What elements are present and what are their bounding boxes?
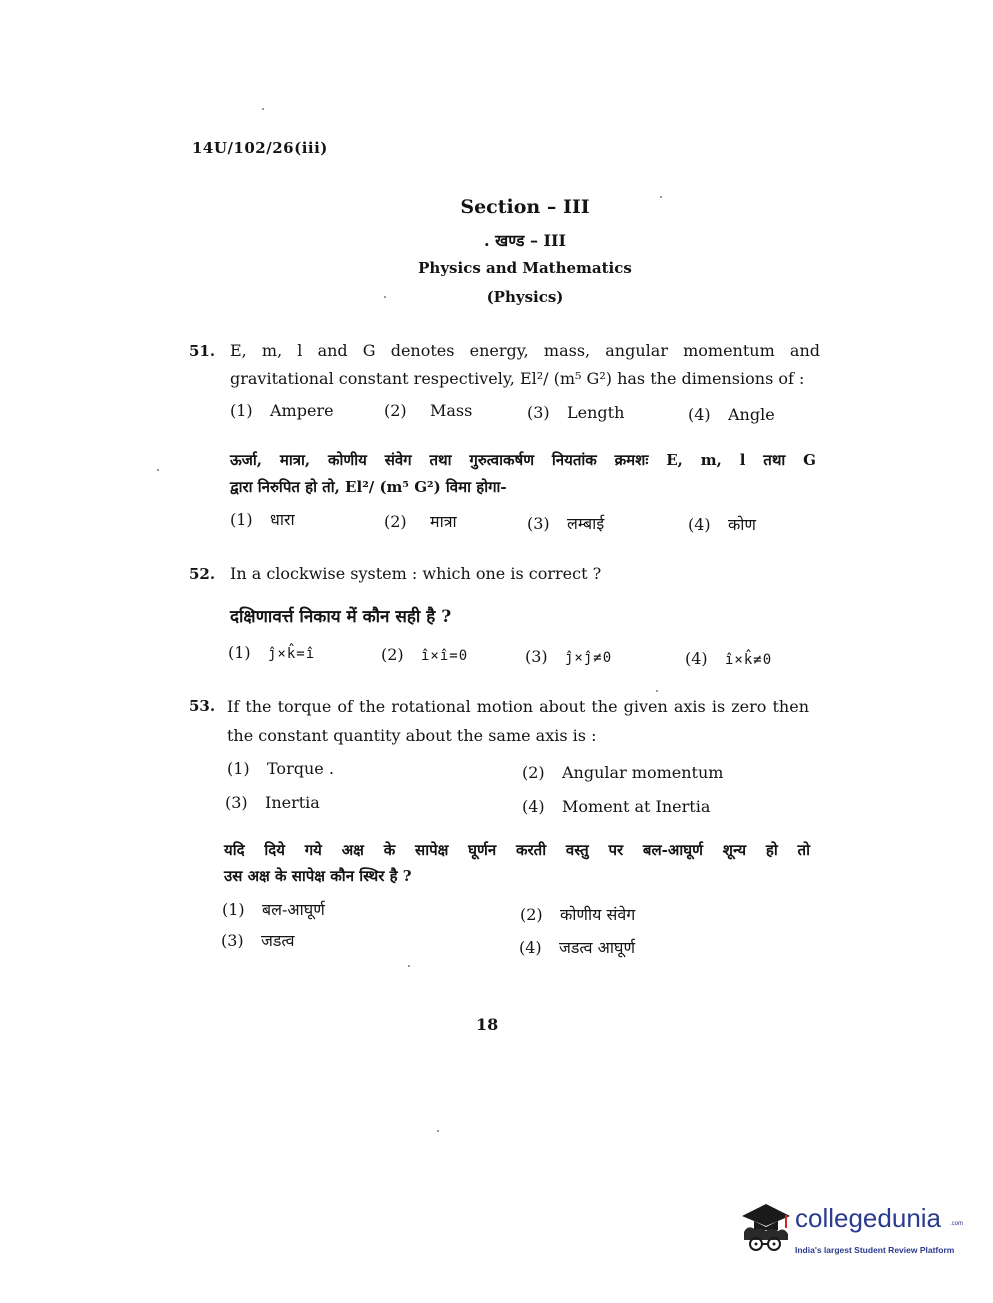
logo-tagline: India's largest Student Review Platform: [795, 1245, 955, 1255]
paper-code: 14U/102/26(iii): [192, 139, 328, 157]
scan-speck: [408, 965, 410, 967]
logo-suffix: .com: [950, 1221, 964, 1227]
q51-option-4: (4) Angle: [688, 405, 775, 424]
section-title-hindi: . खण्ड – III: [484, 231, 566, 250]
q52-option-3: (3) ĵ×ĵ≠0: [525, 647, 613, 666]
section-title: Section – III: [460, 196, 590, 218]
q51-option-3: (3) Length: [527, 403, 625, 422]
scan-speck: [384, 296, 386, 298]
question-53-hindi-line2: उस अक्ष के सापेक्ष कौन स्थिर है ?: [224, 867, 412, 885]
scan-speck: [157, 469, 159, 471]
q53-option-1: (1) Torque .: [227, 759, 334, 778]
q53-option-3: (3) Inertia: [225, 793, 320, 812]
q51-hindi-option-3: (3) लम्बाई: [527, 514, 605, 533]
question-51-text-line2: gravitational constant respectively, El²/ (m⁵ G²) has the dimensions of :: [230, 369, 805, 388]
subject-title: Physics and Mathematics: [418, 259, 632, 277]
question-51-hindi-line1: ऊर्जा, मात्रा, कोणीय संवेग तथा गुरुत्वाकर्षण नियतांक क्रमशः E, m, l तथा G: [230, 451, 816, 469]
q53-hindi-option-3: (3) जडत्व: [221, 931, 295, 950]
q51-option-2: (2) Mass: [384, 401, 473, 420]
q51-option-1: (1) Ampere: [230, 401, 334, 420]
question-53-hindi-line1: यदि दिये गये अक्ष के सापेक्ष घूर्णन करती वस्तु पर बल-आघूर्ण शून्य हो तो: [224, 841, 810, 859]
question-53-text-line2: the constant quantity about the same axis is :: [227, 726, 597, 745]
scan-speck: [660, 196, 662, 198]
q53-hindi-option-1: (1) बल-आघूर्ण: [222, 900, 325, 919]
subsubject-title: (Physics): [486, 288, 564, 306]
question-52-text: In a clockwise system : which one is correct ?: [230, 564, 602, 583]
q52-option-1: (1) ĵ×k̂=î: [228, 643, 316, 662]
q53-hindi-option-2: (2) कोणीय संवेग: [520, 905, 636, 924]
q51-hindi-option-1: (1) धारा: [230, 510, 295, 529]
logo-wordmark: collegedunia: [795, 1203, 942, 1233]
q51-hindi-option-4: (4) कोण: [688, 515, 757, 534]
q53-option-4: (4) Moment at Inertia: [522, 797, 711, 816]
scan-speck: [262, 108, 264, 110]
question-51-text-line1: E, m, l and G denotes energy, mass, angular momentum and: [230, 341, 820, 360]
q51-hindi-option-2: (2) मात्रा: [384, 512, 457, 531]
scan-speck: [437, 1130, 439, 1132]
question-52-number: 52.: [189, 565, 216, 583]
question-53-text-line1: If the torque of the rotational motion about the given axis is zero then: [227, 697, 809, 716]
q52-option-2: (2) î×î=0: [381, 645, 469, 664]
q53-option-2: (2) Angular momentum: [522, 763, 724, 782]
page-number: 18: [476, 1015, 499, 1034]
question-51-number: 51.: [189, 342, 216, 360]
question-52-hindi: दक्षिणावर्त्त निकाय में कौन सही है ?: [230, 607, 452, 627]
question-51-hindi-line2: द्वारा निरुपित हो तो, El²/ (m⁵ G²) विमा होगा-: [230, 478, 507, 496]
question-53-number: 53.: [189, 697, 216, 715]
q52-option-4: (4) î×k̂≠0: [685, 649, 773, 668]
scan-speck: [656, 690, 658, 692]
q53-hindi-option-4: (4) जडत्व आघूर्ण: [519, 938, 636, 957]
